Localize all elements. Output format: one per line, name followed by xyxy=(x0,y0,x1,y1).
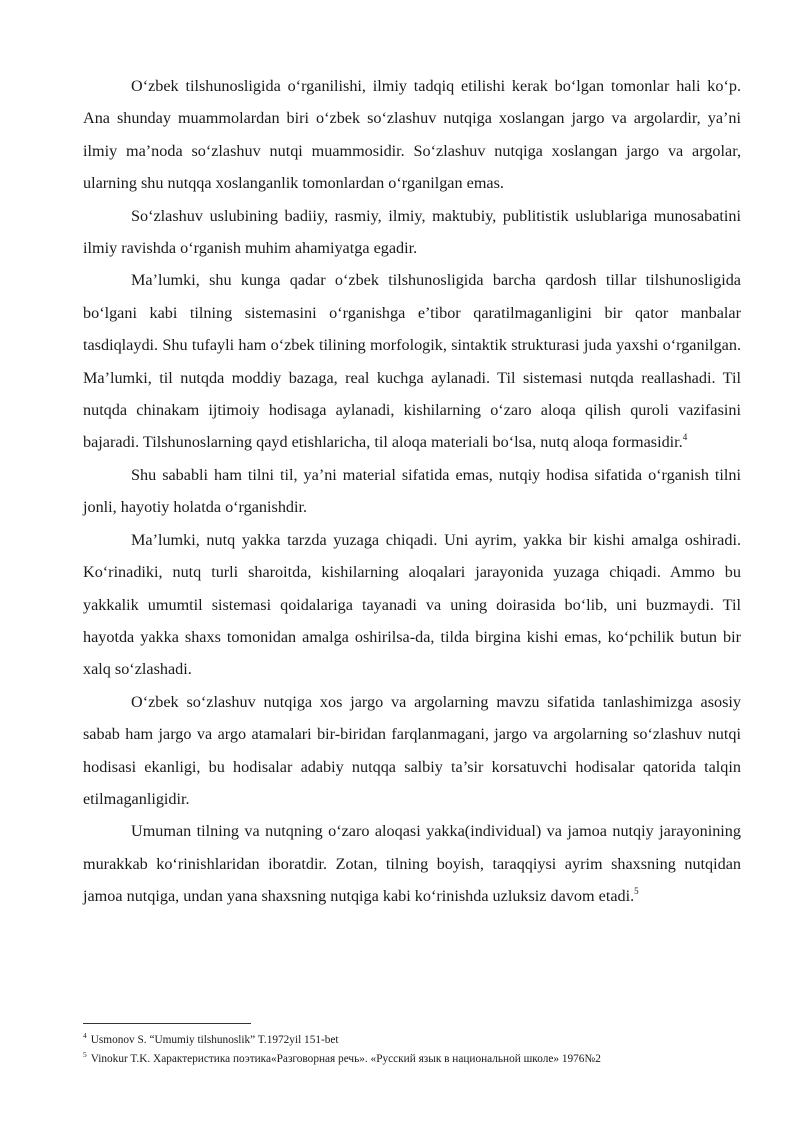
footnote-text: Vinokur T.K. Характеристика поэтика«Разговорная речь». «Русский язык в национальной школе» 1976№2 xyxy=(90,1052,601,1065)
paragraph-1 xyxy=(83,70,741,200)
paragraph-text: Ma’lumki, nutq yakka tarzda yuzaga chiqadi. Uni ayrim, yakka bir kishi amalga oshiradi. Ko‘rinadiki, nutq turli sharoitda, kishilarning aloqalari jarayonida yuzaga chiqadi. Ammo bu yakkalik umumtil sistemasi qoidalariga tayanadi va uning doirasida bo‘lib, uni buzmaydi. Til hayotda yakka shaxs tomonidan amalga oshirilsa-da, tilda birgina kishi emas, ko‘pchilik butun bir xalq so‘zlashadi. xyxy=(83,530,741,679)
paragraph-5 xyxy=(83,524,741,686)
paragraph-7 xyxy=(83,815,741,912)
paragraph-text: O‘zbek so‘zlashuv nutqiga xos jargo va argolarning mavzu sifatida tanlashimizga asosiy sabab ham jargo va argo atamalari bir-biridan farqlanmagani, jargo va argolarning so‘zlashuv nutqi hodisasi ekanligi, bu hodisalar adabiy nutqqa salbiy ta’sir korsatuvchi hodisalar qatorida talqin etilmaganligidir. xyxy=(83,692,741,808)
footnote-separator xyxy=(83,1023,251,1024)
paragraph-3 xyxy=(83,264,741,458)
footnote-number: 4 xyxy=(83,1031,87,1040)
paragraph-text: Umuman tilning va nutqning o‘zaro aloqasi yakka(individual) va jamoa nutqiy jarayonining murakkab ko‘rinishlaridan iboratdir. Zotan, tilning boyish, taraqqiysi ayrim shaxsning nutqidan jamoa nutqiga, undan yana shaxsning nutqiga kabi ko‘rinishda uzluksiz davom etadi. xyxy=(83,822,741,906)
paragraph-6 xyxy=(83,686,741,816)
footnote-text: Usmonov S. “Umumiy tilshunoslik” T.1972yil 151-bet xyxy=(90,1034,339,1046)
paragraph-text: Shu sababli ham tilni til, ya’ni material sifatida emas, nutqiy hodisa sifatida o‘rganish tilni jonli, hayotiy holatda o‘rganishdir. xyxy=(83,465,741,517)
paragraph-4 xyxy=(83,459,741,524)
document-body xyxy=(83,70,741,913)
paragraph-2 xyxy=(83,200,741,265)
footnote-reference-4[interactable]: 4 xyxy=(682,432,688,443)
footnote-number: 5 xyxy=(83,1049,87,1059)
footnotes xyxy=(83,1031,741,1068)
paragraph-text: Ma’lumki, shu kunga qadar o‘zbek tilshunosligida barcha qardosh tillar tilshunosligida bo‘lgani kabi tilning sistemasini o‘rganishga e’tibor qaratilmaganligini bir qator manbalar tasdiqlaydi. Shu tufayli ham o‘zbek tilining morfologik, sintaktik strukturasi juda yaxshi o‘rganilgan. Ma’lumki, til nutqda moddiy bazaga, real kuchga aylanadi. Til sistemasi nutqda reallashadi. Til nutqda chinakam ijtimoiy hodisaga aylanadi, kishilarning o‘zaro aloqa qilish quroli vazifasini bajaradi. Tilshunoslarning qayd etishlaricha, til aloqa materiali bo‘lsa, nutq aloqa formasidir. xyxy=(83,271,741,452)
paragraph-text: So‘zlashuv uslubining badiiy, rasmiy, ilmiy, maktubiy, publitistik uslublariga munosabatini ilmiy ravishda o‘rganish muhim ahamiyatga egadir. xyxy=(83,206,741,258)
paragraph-text: O‘zbek tilshunosligida o‘rganilishi, ilmiy tadqiq etilishi kerak bo‘lgan tomonlar hali ko‘p. Ana shunday muammolardan biri o‘zbek so‘zlashuv nutqiga xoslangan jargo va argolardir, ya’ni ilmiy ma’noda so‘zlashuv nutqi muammosidir. So‘zlashuv nutqiga xoslangan jargo va argolar, ularning shu nutqqa xoslanganlik tomonlardan o‘rganilgan emas. xyxy=(83,77,741,193)
footnote-4 xyxy=(83,1031,741,1050)
footnote-reference-5[interactable]: 5 xyxy=(634,886,639,897)
footnote-5 xyxy=(83,1050,741,1069)
